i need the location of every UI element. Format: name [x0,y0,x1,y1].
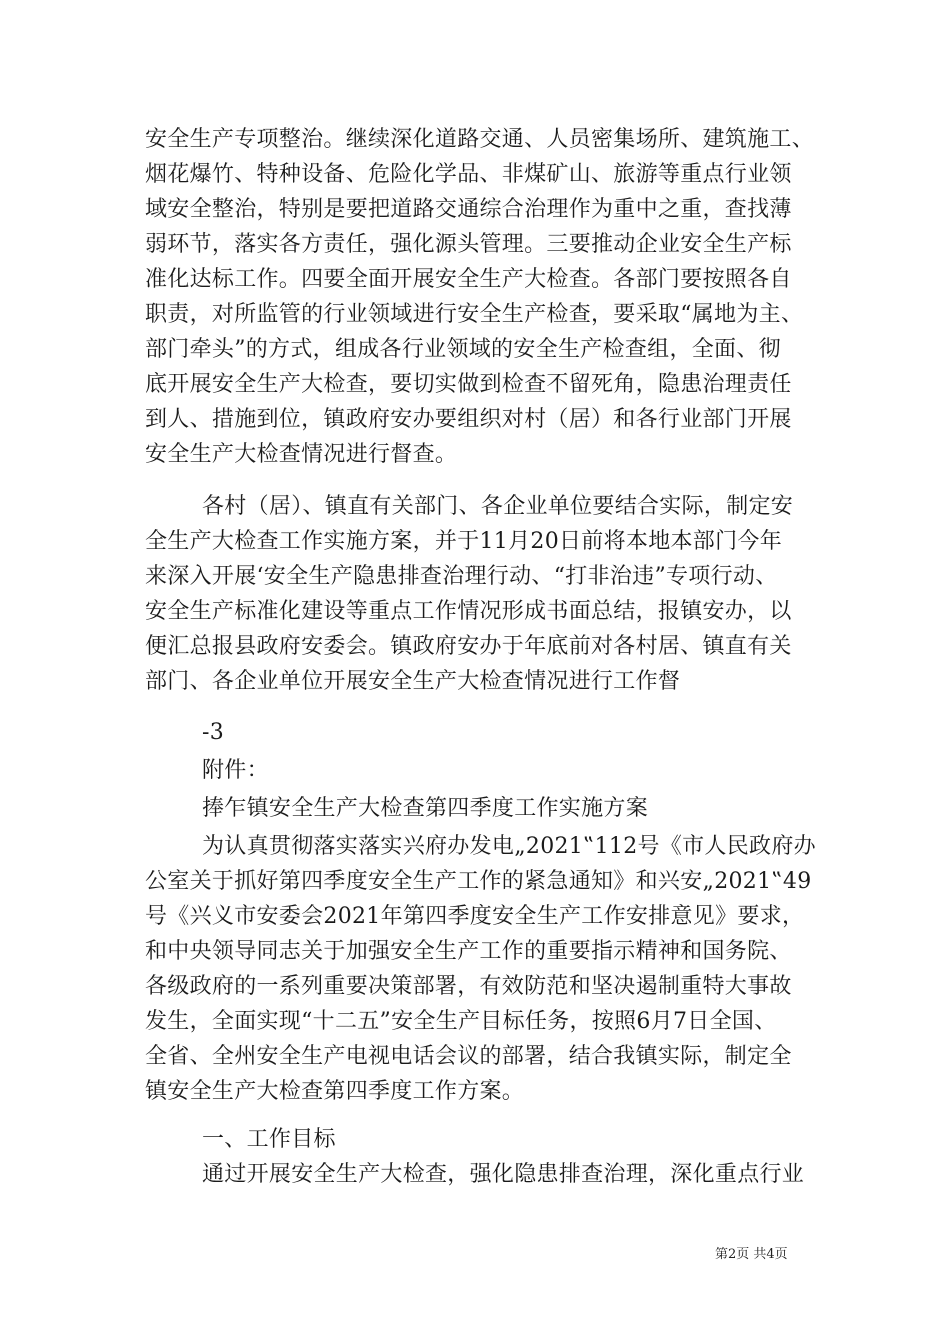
paragraph-line: 为认真贯彻落实落实兴府办发电„2021‟112号《市人民政府办 [202,834,816,859]
paragraph-line: 烟花爆竹、特种设备、危险化学品、非煤矿山、旅游等重点行业领 [145,162,792,187]
paragraph-line: 安全生产大检查情况进行督查。 [145,442,458,467]
paragraph-line: 各级政府的一系列重要决策部署，有效防范和坚决遏制重特大事故 [145,974,792,999]
paragraph-line: 部门、各企业单位开展安全生产大检查情况进行工作督 [145,669,681,694]
paragraph-line: 发生，全面实现“十二五”安全生产目标任务，按照6月7日全国、 [145,1009,777,1034]
attachment-label: 附件： [202,758,269,783]
paragraph-line: 来深入开展‘安全生产隐患排查治理行动、“打非治违”专项行动、 [145,564,778,589]
paragraph-line: 职责，对所监管的行业领域进行安全生产检查，要采取“属地为主、 [145,302,804,327]
paragraph-line: 域安全整治，特别是要把道路交通综合治理作为重中之重，查找薄 [145,197,792,222]
section-heading: 一、工作目标 [202,1127,336,1152]
paragraph-line: 全生产大检查工作实施方案，并于11月20日前将本地本部门今年 [145,529,782,554]
paragraph-line: 部门牵头”的方式，组成各行业领域的安全生产检查组，全面、彻 [145,337,781,362]
paragraph-line: 到人、措施到位，镇政府安办要组织对村（居）和各行业部门开展 [145,407,792,432]
paragraph-line: 全省、全州安全生产电视电话会议的部署，结合我镇实际，制定全 [145,1044,792,1069]
paragraph-line: 安全生产专项整治。继续深化道路交通、人员密集场所、建筑施工、 [145,127,815,152]
attachment-title: 捧乍镇安全生产大检查第四季度工作实施方案 [202,796,649,821]
paragraph-line: 准化达标工作。四要全面开展安全生产大检查。各部门要按照各自 [145,267,792,292]
paragraph-line: 镇安全生产大检查第四季度工作方案。 [145,1079,525,1104]
paragraph-line: 底开展安全生产大检查，要切实做到检查不留死角，隐患治理责任 [145,372,792,397]
paragraph-line: 和中央领导同志关于加强安全生产工作的重要指示精神和国务院、 [145,939,792,964]
paragraph-line: 号《兴义市安委会2021年第四季度安全生产工作安排意见》要求， [145,904,805,929]
paragraph-line: 安全生产标准化建设等重点工作情况形成书面总结，报镇安办，以 [145,599,792,624]
page-footer: 第2页 共4页 [715,1247,788,1262]
paragraph-line: 通过开展安全生产大检查，强化隐患排查治理，深化重点行业 [202,1162,805,1187]
page-marker: -3 [202,720,225,745]
paragraph-line: 公室关于抓好第四季度安全生产工作的紧急通知》和兴安„2021‟49 [145,869,812,894]
paragraph-line: 弱环节，落实各方责任，强化源头管理。三要推动企业安全生产标 [145,232,792,257]
paragraph-line: 便汇总报县政府安委会。镇政府安办于年底前对各村居、镇直有关 [145,634,792,659]
paragraph-line: 各村（居）、镇直有关部门、各企业单位要结合实际，制定安 [202,494,794,519]
